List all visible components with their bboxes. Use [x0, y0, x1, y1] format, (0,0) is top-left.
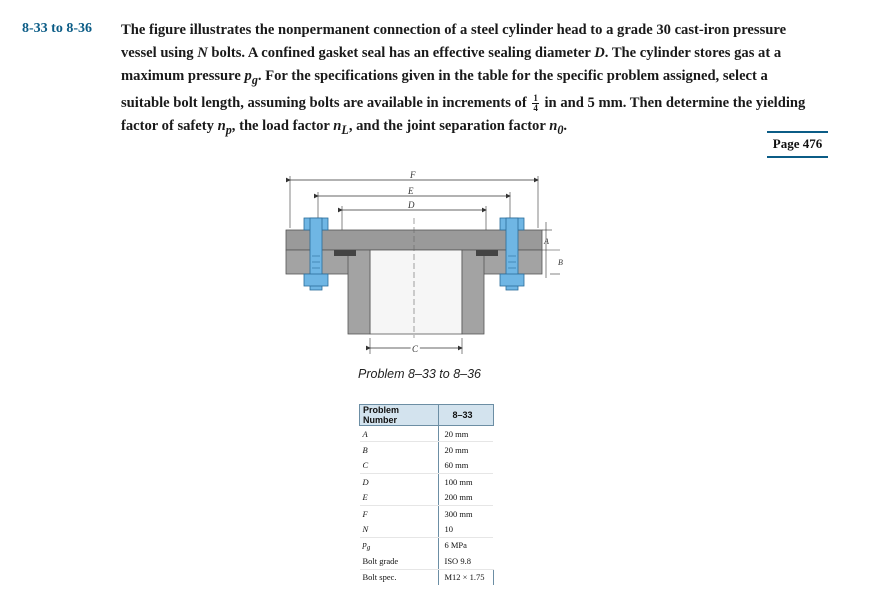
table-row: Bolt spec. M12 × 1.75	[360, 569, 494, 585]
dim-label-d: D	[408, 200, 415, 210]
dim-label-a: A	[544, 237, 549, 246]
dim-label-f: F	[410, 170, 416, 180]
table-row: A 20 mm	[360, 426, 494, 442]
dim-label-c: C	[412, 344, 419, 354]
problem-statement: The figure illustrates the nonpermanent connection of a steel cylinder head to a grade 30 cast-iron pressure vessel using N bolts. A confined gasket seal has an effective sealing diameter D. The cylinder stores gas at a maximum pressure $p_g$. For the specifications given in the table for the specific problem assigned, select a suitable bolt length, assuming bolts are available in increments of $\frac{1}{4}$ in and 5 mm. Then determine the yielding factor of safety $n_p$, the load factor $n_L$, and the joint separation factor $n_0$.	[121, 22, 806, 137]
gasket-left	[334, 250, 356, 256]
table-row: D 100 mm	[360, 474, 494, 490]
table-row: N 10	[360, 521, 494, 537]
bolted-joint-figure	[282, 168, 582, 368]
table-row: Bolt grade ISO 9.8	[360, 553, 494, 569]
table-header-value: 8–33	[438, 405, 493, 426]
table-row: E 200 mm	[360, 490, 494, 506]
vessel-wall-right	[462, 250, 484, 334]
page-reference: Page 476	[767, 131, 828, 158]
dim-label-e: E	[408, 186, 414, 196]
table-row: F 300 mm	[360, 505, 494, 521]
vessel-wall-left	[348, 250, 370, 334]
problem-number: 8-33 to 8-36	[22, 21, 92, 36]
table-header-label: Problem Number	[360, 405, 439, 426]
fraction-quarter: $\frac{1}{4}$	[533, 93, 538, 114]
table-row: C 60 mm	[360, 458, 494, 474]
gasket-right	[476, 250, 498, 256]
figure-caption: Problem 8–33 to 8–36	[358, 367, 482, 381]
table-row: B 20 mm	[360, 442, 494, 458]
specification-table	[359, 404, 494, 585]
dim-label-b: B	[558, 258, 563, 267]
table-row: $p_g$ 6 MPa	[360, 537, 494, 553]
